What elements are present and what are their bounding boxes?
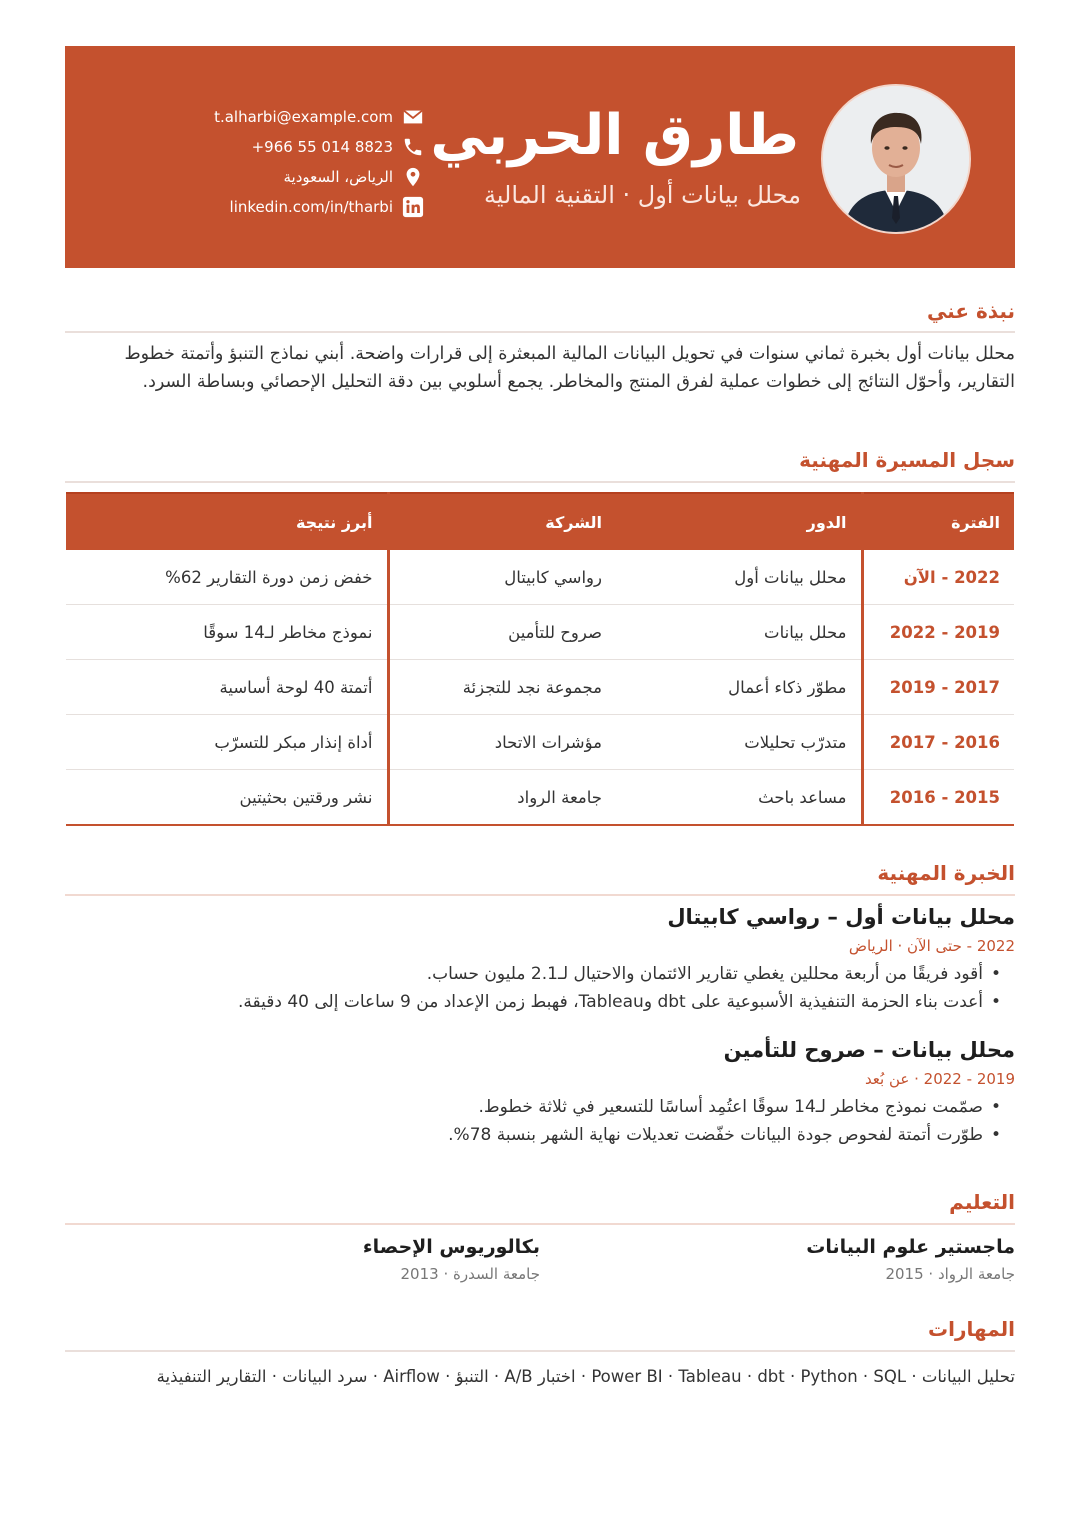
experience-divider — [65, 894, 1015, 896]
education-item — [806, 1232, 1015, 1286]
cell-role: محلل بيانات — [616, 605, 862, 660]
career-divider — [65, 481, 1015, 483]
contact-list — [165, 102, 425, 222]
list-item: • طوّرت أتمتة لفحوص جودة البيانات خفّضت تعديلات نهاية الشهر بنسبة 78%. — [85, 1121, 1015, 1149]
skills-list: تحليل البيانات · Power BI · Tableau · dbt · Python · SQL · اختبار A/B · التنبؤ · Airflow · سرد البيانات · التقارير التنفيذية — [156, 1367, 1015, 1386]
candidate-role: محلل بيانات أول · التقنية المالية — [483, 181, 801, 209]
education-school: جامعة الرواد · 2015 — [885, 1265, 1015, 1283]
about-title: نبذة عني — [926, 299, 1015, 323]
cell-period: 2015 - 2016 — [862, 770, 1014, 826]
contact-phone-text: +966 55 014 8823 — [251, 138, 393, 156]
cell-highlight: أداة إنذار مبكر للتسرّب — [66, 715, 388, 770]
cell-period: 2017 - 2019 — [862, 660, 1014, 715]
person-avatar-icon — [823, 86, 969, 232]
list-item: • أقود فريقًا من أربعة محللين يغطي تقارير الائتمان والاحتيال لـ2.1 مليون حساب. — [85, 960, 1015, 988]
table-row — [66, 660, 1014, 715]
about-divider — [65, 331, 1015, 333]
profile-photo — [821, 84, 971, 234]
cell-role: مساعد باحث — [616, 770, 862, 826]
job-meta: 2019 - 2022 · عن بُعد — [864, 1070, 1015, 1088]
table-row — [66, 770, 1014, 826]
cell-role: محلل بيانات أول — [616, 550, 862, 605]
cell-highlight: خفض زمن دورة التقارير 62% — [66, 550, 388, 605]
cell-company: رواسي كابيتال — [388, 550, 616, 605]
envelope-icon — [401, 105, 425, 129]
table-row — [66, 550, 1014, 605]
job-bullets — [85, 1093, 1015, 1149]
cell-company: جامعة الرواد — [388, 770, 616, 826]
cell-company: مجموعة نجد للتجزئة — [388, 660, 616, 715]
cell-period: 2016 - 2017 — [862, 715, 1014, 770]
career-table — [66, 492, 1014, 826]
cell-highlight: أتمتة 40 لوحة أساسية — [66, 660, 388, 715]
header-highlight: أبرز نتيجة — [66, 493, 388, 550]
experience-title: الخبرة المهنية — [877, 861, 1015, 885]
contact-linkedin-text: linkedin.com/in/tharbi — [229, 198, 393, 216]
contact-email-text: t.alharbi@example.com — [214, 108, 393, 126]
career-header-row — [66, 493, 1014, 550]
header-company: الشركة — [388, 493, 616, 550]
cell-company: مؤشرات الاتحاد — [388, 715, 616, 770]
education-school: جامعة السدرة · 2013 — [400, 1265, 540, 1283]
cell-role: مطوّر ذكاء أعمال — [616, 660, 862, 715]
education-degree: بكالوريوس الإحصاء — [362, 1236, 540, 1258]
cell-highlight: نموذج مخاطر لـ14 سوقًا — [66, 605, 388, 660]
job-title: محلل بيانات – صروح للتأمين — [723, 1038, 1015, 1062]
cell-period: 2019 - 2022 — [862, 605, 1014, 660]
header-role: الدور — [616, 493, 862, 550]
cell-company: صروح للتأمين — [388, 605, 616, 660]
cell-role: متدرّب تحليلات — [616, 715, 862, 770]
job-meta: 2022 - حتى الآن · الرياض — [848, 937, 1015, 955]
linkedin-icon — [401, 195, 425, 219]
resume-header — [65, 46, 1015, 268]
table-row — [66, 715, 1014, 770]
location-pin-icon — [401, 165, 425, 189]
phone-icon — [401, 135, 425, 159]
education-item — [363, 1232, 540, 1286]
contact-location-text: الرياض، السعودية — [283, 168, 393, 186]
job-bullets — [85, 960, 1015, 1016]
cell-highlight: نشر ورقتين بحثيتين — [66, 770, 388, 826]
job-title: محلل بيانات أول – رواسي كابيتال — [667, 905, 1015, 929]
contact-email[interactable] — [165, 102, 425, 132]
header-period: الفترة — [862, 493, 1014, 550]
education-title: التعليم — [949, 1190, 1015, 1214]
contact-location — [165, 162, 425, 192]
skills-divider — [65, 1350, 1015, 1352]
education-divider — [65, 1223, 1015, 1225]
career-title: سجل المسيرة المهنية — [799, 448, 1015, 472]
contact-linkedin[interactable] — [165, 192, 425, 222]
contact-phone[interactable] — [165, 132, 425, 162]
table-row — [66, 605, 1014, 660]
list-item: • صمّمت نموذج مخاطر لـ14 سوقًا اعتُمِد أساسًا للتسعير في ثلاثة خطوط. — [85, 1093, 1015, 1121]
about-text: محلل بيانات أول بخبرة ثماني سنوات في تحويل البيانات المالية المبعثرة إلى قرارات واضحة. أبني نماذج التنبؤ وأتمتة خطوط التقارير، وأحوّل النتائج إلى خطوات عملية لفرق المنتج والمخاطر. يجمع أسلوبي بين دقة التحليل الإحصائي وبساطة السرد. — [124, 344, 1015, 392]
skills-title: المهارات — [928, 1317, 1015, 1341]
list-item: • أعدت بناء الحزمة التنفيذية الأسبوعية على dbt وTableau، فهبط زمن الإعداد من 9 ساعات إلى 40 دقيقة. — [85, 988, 1015, 1016]
candidate-name: طارق الحربي — [430, 103, 799, 168]
education-degree: ماجستير علوم البيانات — [806, 1236, 1015, 1258]
cell-period: 2022 - الآن — [862, 550, 1014, 605]
